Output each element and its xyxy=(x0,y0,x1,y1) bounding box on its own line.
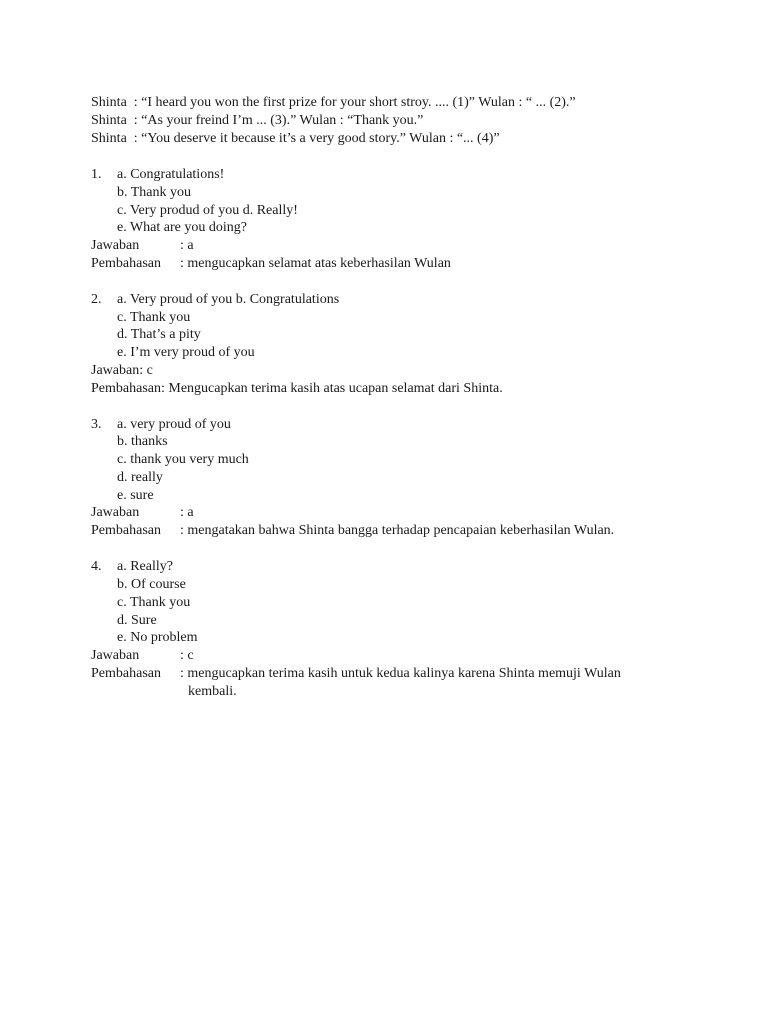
question-3-option-a: a. very proud of you xyxy=(117,417,231,432)
question-3-answer-value: : a xyxy=(180,505,194,520)
question-1-option-e: e. What are you doing? xyxy=(117,220,247,235)
question-4-option-e: e. No problem xyxy=(117,630,198,645)
dialogue-line-3: Shinta : “You deserve it because it’s a very good story.” Wulan : “... (4)” xyxy=(91,131,500,146)
question-4-explanation-value: : mengucapkan terima kasih untuk kedua kalinya karena Shinta memuji Wulan xyxy=(180,666,621,681)
question-4-answer-label: Jawaban xyxy=(91,648,140,663)
question-3-option-d: d. really xyxy=(117,470,163,485)
question-2-option-d: d. That’s a pity xyxy=(117,327,201,342)
question-2-option-e: e. I’m very proud of you xyxy=(117,345,255,360)
question-3-answer-label: Jawaban xyxy=(91,505,140,520)
question-3-option-b: b. thanks xyxy=(117,434,168,449)
question-1-number: 1. xyxy=(91,167,102,182)
dialogue-line-2: Shinta : “As your freind I’m ... (3).” Wulan : “Thank you.” xyxy=(91,113,424,128)
question-3-option-e: e. sure xyxy=(117,488,154,503)
question-2-number: 2. xyxy=(91,292,102,307)
question-1-option-b: b. Thank you xyxy=(117,185,192,200)
question-4-number: 4. xyxy=(91,559,102,574)
question-1-option-a: a. Congratulations! xyxy=(117,167,225,182)
question-2-option-c: c. Thank you xyxy=(117,310,191,325)
question-2-option-a-b: a. Very proud of you b. Congratulations xyxy=(117,292,340,307)
question-1-explanation-label: Pembahasan xyxy=(91,256,161,271)
question-1-explanation-value: : mengucapkan selamat atas keberhasilan Wulan xyxy=(180,256,451,271)
question-4-answer-value: : c xyxy=(180,648,194,663)
question-4-option-c: c. Thank you xyxy=(117,595,191,610)
question-4-option-a: a. Really? xyxy=(117,559,173,574)
question-3-explanation-value: : mengatakan bahwa Shinta bangga terhadap pencapaian keberhasilan Wulan. xyxy=(180,523,615,538)
question-2-answer: Jawaban: c xyxy=(91,363,153,378)
question-3-number: 3. xyxy=(91,417,102,432)
question-4-explanation-label: Pembahasan xyxy=(91,666,161,681)
question-1-answer-label: Jawaban xyxy=(91,238,140,253)
question-1-answer-value: : a xyxy=(180,238,194,253)
question-3-explanation-label: Pembahasan xyxy=(91,523,161,538)
question-2-explanation: Pembahasan: Mengucapkan terima kasih atas ucapan selamat dari Shinta. xyxy=(91,381,503,396)
question-4-option-d: d. Sure xyxy=(117,613,157,628)
question-4-option-b: b. Of course xyxy=(117,577,186,592)
question-3-option-c: c. thank you very much xyxy=(117,452,249,467)
question-4-explanation-continuation: kembali. xyxy=(188,684,237,699)
dialogue-line-1: Shinta : “I heard you won the first prize for your short stroy. .... (1)” Wulan : “ ... (2).” xyxy=(91,95,576,110)
question-1-option-c-d: c. Very produd of you d. Really! xyxy=(117,203,298,218)
